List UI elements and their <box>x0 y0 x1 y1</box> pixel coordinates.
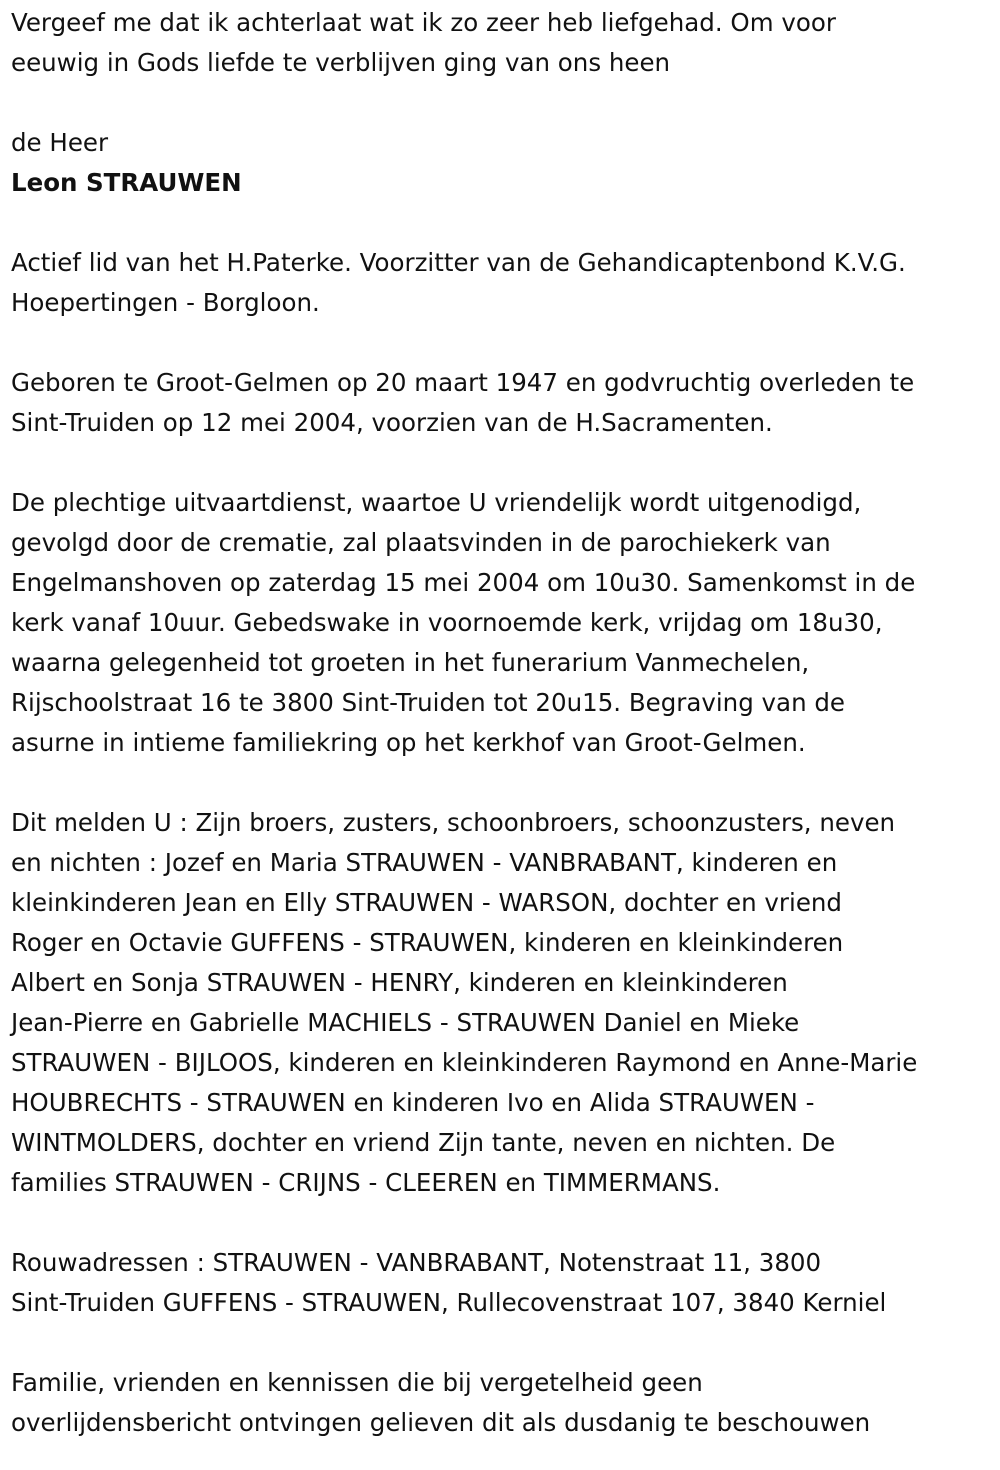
addresses-text: Rouwadressen : STRAUWEN - VANBRABANT, Notenstraat 11, 3800 Sint-Truiden GUFFENS - STRAUWEN, Rullecovenstraat 107, 3840 Kerniel <box>11 1248 887 1317</box>
family-text: Dit melden U : Zijn broers, zusters, schoonbroers, schoonzusters, neven en nichten : Jozef en Maria STRAUWEN - VANBRABANT, kinderen en kleinkinderen Jean en Elly STRAUWEN - WARSON, dochter en vriend Roger en Octavie GUFFENS - STRAUWEN, kinderen en kleinkinderen Albert en Sonja STRAUWEN - HENRY, kinderen en kleinkinderen Jean-Pierre en Gabrielle MACHIELS - STRAUWEN Daniel en Mieke STRAUWEN - BIJLOOS, kinderen en kleinkinderen Raymond en Anne-Marie HOUBRECHTS - STRAUWEN en kinderen Ivo en Alida STRAUWEN - WINTMOLDERS, dochter en vriend Zijn tante, neven en nichten. De families STRAUWEN - CRIJNS - CLEEREN en TIMMERMANS. <box>11 808 918 1197</box>
deceased-name: Leon STRAUWEN <box>11 168 242 197</box>
obituary-document <box>11 3 989 1443</box>
closing-text: Familie, vrienden en kennissen die bij vergetelheid geen overlijdensbericht ontvingen gelieven dit als dusdanig te beschouwen <box>11 1368 871 1437</box>
role-text: Actief lid van het H.Paterke. Voorzitter van de Gehandicaptenbond K.V.G. Hoepertingen - Borgloon. <box>11 248 906 317</box>
birth-death-text: Geboren te Groot-Gelmen op 20 maart 1947 en godvruchtig overleden te Sint-Truiden op 12 mei 2004, voorzien van de H.Sacramenten. <box>11 368 915 437</box>
deceased-title: de Heer <box>11 128 109 157</box>
opening-text: Vergeef me dat ik achterlaat wat ik zo zeer heb liefgehad. Om voor eeuwig in Gods liefde te verblijven ging van ons heen <box>11 8 836 77</box>
ceremony-text: De plechtige uitvaartdienst, waartoe U vriendelijk wordt uitgenodigd, gevolgd door de crematie, zal plaatsvinden in de parochiekerk van Engelmanshoven op zaterdag 15 mei 2004 om 10u30. Samenkomst in de kerk vanaf 10uur. Gebedswake in voornoemde kerk, vrijdag om 18u30, waarna gelegenheid tot groeten in het funerarium Vanmechelen, Rijschoolstraat 16 te 3800 Sint-Truiden tot 20u15. Begraving van de asurne in intieme familiekring op het kerkhof van Groot-Gelmen. <box>11 488 916 757</box>
